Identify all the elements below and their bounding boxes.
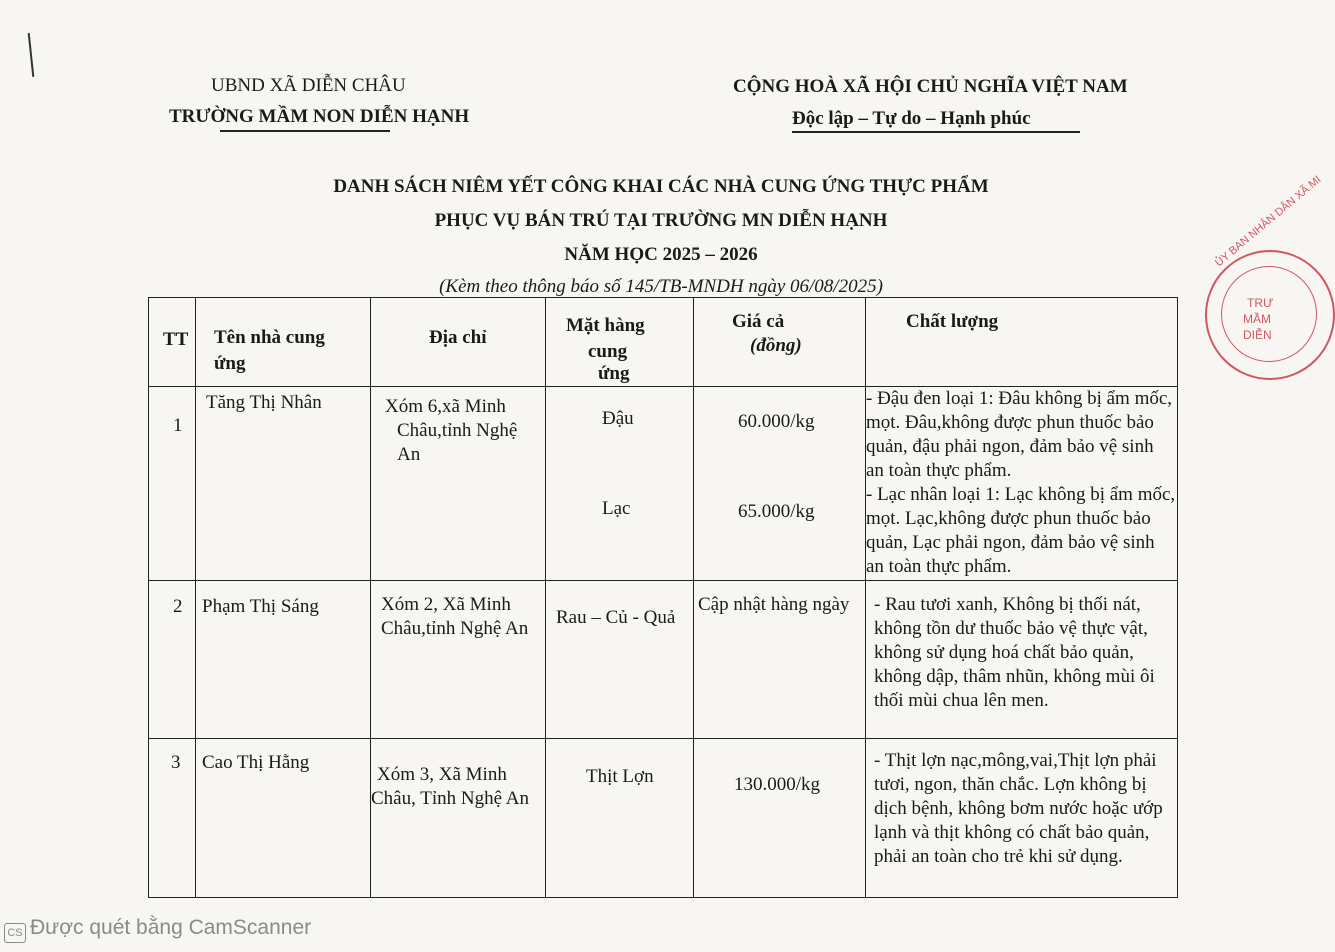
row3-address-line2: Châu, Tỉnh Nghệ An (371, 788, 529, 809)
header-price-line1: Giá cả (732, 311, 785, 332)
header-country: CỘNG HOÀ XÃ HỘI CHỦ NGHĨA VIỆT NAM (733, 76, 1128, 97)
row2-address-cell (371, 581, 546, 739)
header-item-line3: ứng (598, 363, 630, 384)
document-title-line2: PHỤC VỤ BÁN TRÚ TẠI TRƯỜNG MN DIỄN HẠNH (434, 210, 888, 231)
row2-address-line2: Châu,tỉnh Nghệ An (381, 618, 529, 639)
row3-item-cell (546, 739, 694, 898)
row3-price: 130.000/kg (734, 774, 821, 795)
document-title-line3: NĂM HỌC 2025 – 2026 (564, 244, 758, 265)
header-address: Địa chỉ (429, 327, 487, 348)
seal-ring-text: ỦY BAN NHÂN DÂN XÃ MI (1213, 173, 1324, 270)
row2-name-cell (196, 581, 371, 739)
row1-item1: Đậu (602, 408, 634, 429)
header-price-line2: (đồng) (750, 335, 802, 356)
header-authority: UBND XÃ DIỄN CHÂU (211, 75, 406, 96)
seal-center-line1: TRƯ (1247, 296, 1274, 310)
header-name-line1: Tên nhà cung (214, 327, 325, 348)
row2-tt: 2 (173, 596, 183, 617)
row3-item: Thịt Lợn (586, 766, 654, 787)
header-cell-tt (149, 298, 196, 387)
row1-price2: 65.000/kg (738, 501, 815, 522)
document-reference: (Kèm theo thông báo số 145/TB-MNDH ngày 06/08/2025) (439, 276, 883, 297)
row1-price1: 60.000/kg (738, 411, 815, 432)
row3-quality-cell (866, 739, 1178, 898)
row1-item-cell (546, 387, 694, 581)
header-item-line2: cung (588, 341, 628, 362)
header-cell-address (371, 298, 546, 387)
header-motto: Độc lập – Tự do – Hạnh phúc (792, 108, 1031, 129)
row1-name: Tăng Thị Nhân (206, 392, 322, 413)
row3-tt: 3 (171, 752, 181, 773)
header-name-line2: ứng (214, 353, 246, 374)
seal-center-line3: DIỄN (1243, 328, 1272, 342)
header-quality: Chất lượng (906, 311, 999, 332)
row1-name-cell (196, 387, 371, 581)
header-cell-quality (866, 298, 1178, 387)
table-row (149, 581, 1178, 739)
row2-price: Cập nhật hàng ngày (698, 594, 850, 615)
camscanner-watermark: Được quét bằng CamScanner (30, 916, 312, 939)
official-seal (1205, 173, 1335, 380)
header-school-name: TRƯỜNG MẦM NON DIỄN HẠNH (169, 106, 470, 127)
row1-address-cell (371, 387, 546, 581)
row3-quality: - Thịt lợn nạc,mông,vai,Thịt lợn phải tươi, ngon, thăn chắc. Lợn không bị dịch bệnh, không bơm nước hoặc ướp lạnh và thịt không có chất bảo quản, phải an toàn cho trẻ khi sử dụng. (874, 750, 1163, 867)
table-row (149, 739, 1178, 898)
header-cell-price (694, 298, 866, 387)
camscanner-icon: CS (4, 923, 26, 943)
row1-quality2: - Lạc nhân loại 1: Lạc không bị ẩm mốc, mọt. Lạc,không được phun thuốc bảo quản, Lạc phải ngon, đảm bảo vệ sinh an toàn thực phẩm. (866, 484, 1176, 577)
row2-address-line1: Xóm 2, Xã Minh (381, 594, 511, 615)
table-header-row (149, 298, 1178, 387)
header-item-line1: Mặt hàng (566, 315, 645, 336)
table-row (149, 387, 1178, 581)
row1-price-cell (694, 387, 866, 581)
row2-item: Rau – Củ - Quả (556, 607, 676, 628)
row2-price-cell (694, 581, 866, 739)
row3-price-cell (694, 739, 866, 898)
row2-item-cell (546, 581, 694, 739)
header-tt: TT (163, 329, 189, 350)
header-cell-item (546, 298, 694, 387)
row1-item2: Lạc (602, 498, 631, 519)
document-title-line1: DANH SÁCH NIÊM YẾT CÔNG KHAI CÁC NHÀ CUNG ỨNG THỰC PHẨM (333, 176, 989, 197)
row2-tt-cell (149, 581, 196, 739)
row1-tt: 1 (173, 415, 183, 436)
row2-name: Phạm Thị Sáng (202, 596, 319, 617)
row1-address-line2: Châu,tỉnh Nghệ (397, 420, 518, 441)
supplier-table (148, 297, 1178, 898)
row1-address-line1: Xóm 6,xã Minh (385, 396, 506, 417)
row1-address-line3: An (397, 444, 421, 465)
stamp-clip (1200, 173, 1324, 400)
row3-address-line1: Xóm 3, Xã Minh (377, 764, 507, 785)
row3-address-cell (371, 739, 546, 898)
row3-name-cell (196, 739, 371, 898)
row3-tt-cell (149, 739, 196, 898)
row1-quality1: - Đậu đen loại 1: Đâu không bị ẩm mốc, mọt. Đâu,không được phun thuốc bảo quản, đậu phải ngon, đảm bảo vệ sinh an toàn thực phẩm. (866, 388, 1173, 481)
header-left-underline (220, 130, 390, 132)
header-cell-name (196, 298, 371, 387)
row2-quality-cell (866, 581, 1178, 739)
header-right-underline (792, 131, 1080, 133)
row2-quality: - Rau tươi xanh, Không bị thối nát, không tồn dư thuốc bảo vệ thực vật, không sử dụng hoá chất bảo quản, không dập, thâm nhũn, không mùi ôi thối mùi chua lên men. (874, 594, 1155, 711)
scan-mark (28, 33, 35, 77)
row1-quality-cell (866, 387, 1178, 581)
row1-tt-cell (149, 387, 196, 581)
seal-center-line2: MẦM (1243, 312, 1271, 326)
row3-name: Cao Thị Hằng (202, 752, 310, 773)
